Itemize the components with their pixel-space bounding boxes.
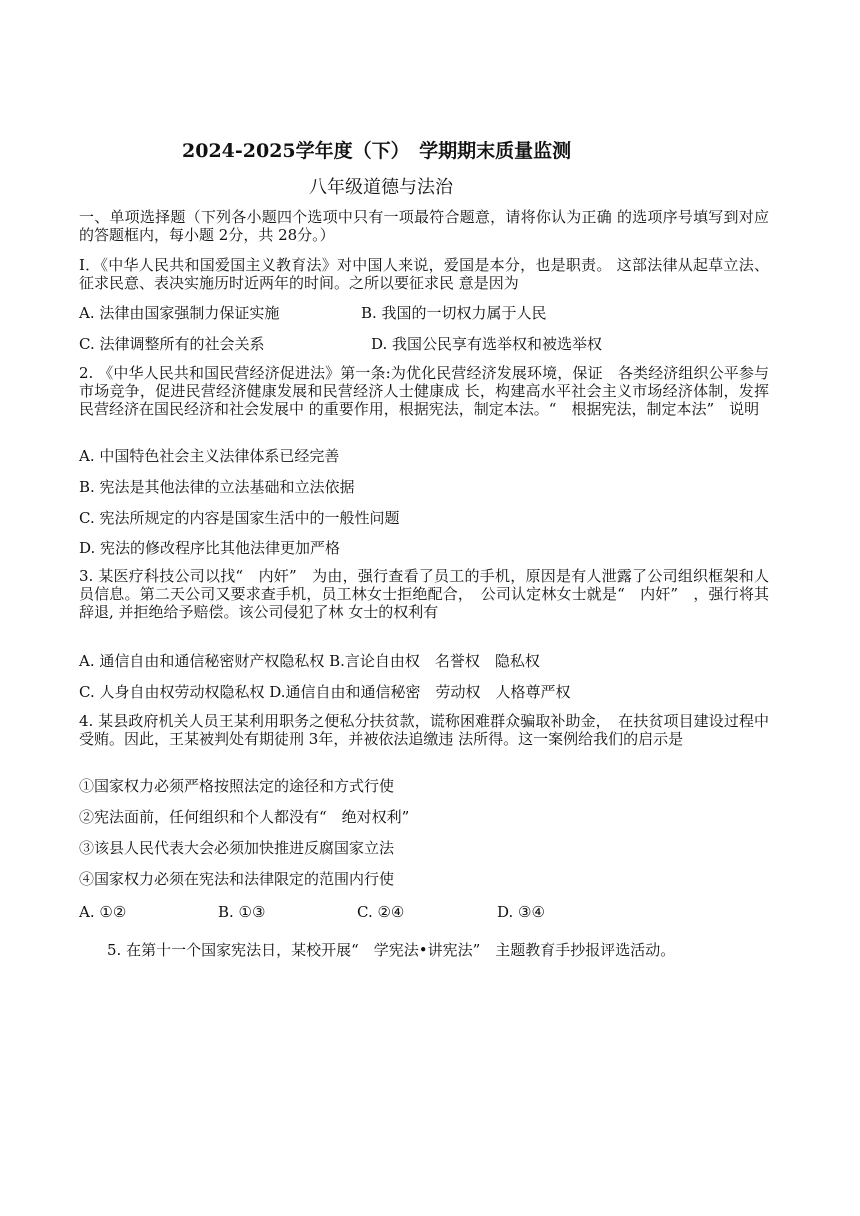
question-4-stem: 4. 某县政府机关人员王某利用职务之便私分扶贫款，谎称困难群众骗取补助金， 在扶贫项目建设过程中受贿。因此，王某被判处有期徒刑 3年，并被依法追缴违 法所得。这一案例给我们的启示是 xyxy=(79,712,769,748)
question-1-option-b: B. 我国的一切权力属于人民 xyxy=(361,304,547,322)
question-2-option-c: C. 宪法所规定的内容是国家生活中的一般性问题 xyxy=(79,509,400,527)
question-3-stem: 3. 某医疗科技公司以找“ 内奸” 为由，强行查看了员工的手机，原因是有人泄露了公司组织框架和人员信息。第二天公司又要求查手机，员工林女士拒绝配合， 公司认定林女士就是“ 内奸” ，强行将其辞退, 并拒绝给予赔偿。该公司侵犯了林 女士的权利有 xyxy=(79,567,769,621)
question-4-option-d: D. ③④ xyxy=(497,903,545,921)
question-5-stem: 5. 在第十一个国家宪法日，某校开展“ 学宪法•讲宪法” 主题教育手抄报评选活动。 xyxy=(107,941,676,959)
page-title: 2024-2025学年度（下） 学期期末质量监测 xyxy=(182,140,572,162)
question-1-stem: I．《中华人民共和国爱国主义教育法》对中国人来说，爱国是本分，也是职责。 这部法律从起草立法、征求民意、表决实施历时近两年的时间。之所以要征求民 意是因为 xyxy=(79,256,769,292)
question-2-option-b: B. 宪法是其他法律的立法基础和立法依据 xyxy=(79,478,355,496)
question-4-statement-2: ②宪法面前，任何组织和个人都没有“ 绝对权利” xyxy=(79,808,410,826)
question-4-statement-1: ①国家权力必须严格按照法定的途径和方式行使 xyxy=(79,777,395,795)
section-heading: 一、单项选择题（下列各小题四个选项中只有一项最符合题意，请将你认为正确 的选项序号填写到对应的答题框内，每小题 2分，共 28分。） xyxy=(79,208,769,244)
question-2-option-d: D. 宪法的修改程序比其他法律更加严格 xyxy=(79,539,341,557)
question-4-statement-3: ③该县人民代表大会必须加快推进反腐国家立法 xyxy=(79,839,395,857)
question-2-stem: 2. 《中华人民共和国民营经济促进法》第一条:为优化民营经济发展环境，保证 各类经济组织公平参与市场竞争，促进民营经济健康发展和民营经济人士健康成 长，构建高水平社会主义市场经济体制，发挥民营经济在国民经济和社会发展中 的重要作用，根据宪法，制定本法。“ 根据宪法，制定本法” 说明 xyxy=(79,364,769,418)
question-4-statement-4: ④国家权力必须在宪法和法律限定的范围内行使 xyxy=(79,870,395,888)
question-2-option-a: A. 中国特色社会主义法律体系已经完善 xyxy=(79,447,340,465)
question-4-option-b: B. ①③ xyxy=(218,903,266,921)
question-3-options-cd: C. 人身自由权劳动权隐私权 D.通信自由和通信秘密 劳动权 人格尊严权 xyxy=(79,683,571,701)
question-3-options-ab: A. 通信自由和通信秘密财产权隐私权 B.言论自由权 名誉权 隐私权 xyxy=(79,652,540,670)
question-1-option-c: C. 法律调整所有的社会关系 xyxy=(79,335,265,353)
question-4-option-c: C. ②④ xyxy=(357,903,405,921)
page-subtitle: 八年级道德与法治 xyxy=(309,177,453,198)
question-1-option-d: D. 我国公民享有选举权和被选举权 xyxy=(371,335,603,353)
question-4-option-a: A. ①② xyxy=(79,903,127,921)
question-1-option-a: A. 法律由国家强制力保证实施 xyxy=(79,304,280,322)
